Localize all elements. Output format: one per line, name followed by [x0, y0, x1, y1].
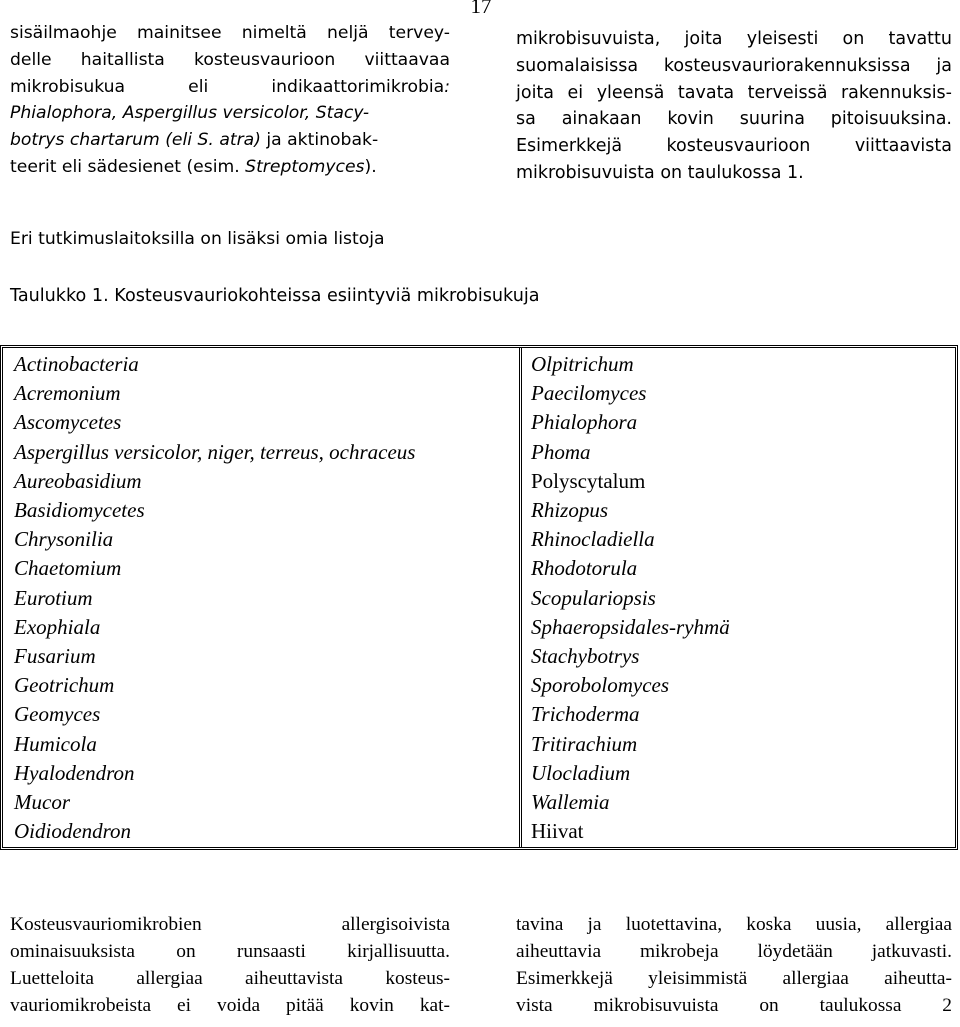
text-line: sa ainakaan kovin suurina pitoisuuksina.: [516, 109, 952, 130]
table-cell: Sporobolomyces: [531, 673, 670, 698]
left-text-column: [10, 20, 450, 181]
text-line: tavina ja luotettavina, koska uusia, allergiaa: [516, 914, 952, 935]
table-cell: Rhodotorula: [531, 556, 638, 581]
table-cell: Ascomycetes: [14, 410, 122, 435]
text-line: Esimerkkejä kosteusvaurioon viittaavista: [516, 136, 952, 157]
text-line-mixed: [10, 127, 450, 154]
paragraph-line: Eri tutkimuslaitoksilla on lisäksi omia listoja: [10, 229, 385, 249]
text-line: vista mikrobisuvuista on taulukossa 2: [516, 995, 952, 1016]
text-line-italic: Phialophora, Aspergillus versicolor, Stacy-: [10, 103, 370, 124]
table-cell: Actinobacteria: [14, 352, 139, 376]
table-cell: Aspergillus versicolor, niger, terreus, ochraceus: [14, 439, 416, 464]
table-cell: Phialophora: [531, 410, 638, 435]
text-line: vauriomikrobeista ei voida pitää kovin kat-: [10, 995, 450, 1016]
table-cell: Sphaeropsidales-ryhmä: [531, 614, 730, 639]
table-cell: Eurotium: [14, 585, 93, 610]
table-cell: Chaetomium: [14, 556, 122, 581]
table-cell: Exophiala: [14, 614, 101, 639]
table-cell: Scopulariopsis: [531, 585, 656, 610]
text-line-segment: ).: [364, 156, 377, 177]
text-line: delle haitallista kosteusvaurioon viittaavaa: [10, 49, 450, 70]
right-text-column: [516, 26, 952, 187]
table-cell: Fusarium: [14, 644, 96, 669]
table-cell: Geomyces: [14, 702, 101, 727]
table-cell: Tritirachium: [531, 731, 638, 756]
table-right-column: [531, 350, 730, 846]
text-line-segment: ja aktinobak-: [266, 130, 379, 151]
table-cell: Olpitrichum: [531, 352, 634, 376]
text-line: Kosteusvauriomikrobien allergisoivista: [10, 914, 450, 935]
bottom-right-column: [516, 911, 952, 1019]
table-cell: Oidiodendron: [14, 819, 132, 844]
text-line: ominaisuuksista on runsaasti kirjallisuutta.: [10, 941, 450, 962]
text-line-segment: teerit eli sädesienet (esim.: [10, 156, 240, 177]
table-left-column: [14, 350, 415, 846]
text-line: mikrobisuvuista, joita yleisesti on tavattu: [516, 29, 952, 49]
table-column-divider: [519, 347, 522, 848]
table-cell: Stachybotrys: [531, 644, 640, 669]
text-line-segment: botrys chartarum (eli S. atra): [10, 130, 261, 151]
table-caption: Taulukko 1. Kosteusvauriokohteissa esiintyviä mikrobisukuja: [10, 286, 540, 306]
bottom-left-column: [10, 911, 450, 1019]
table-cell: Polyscytalum: [531, 468, 646, 493]
table-cell: Phoma: [531, 439, 591, 464]
text-line: mikrobisuvuista on taulukossa 1.: [516, 162, 804, 183]
page-number: 17: [470, 0, 492, 18]
table-cell: Basidiomycetes: [14, 498, 145, 523]
text-line: sisäilmaohje mainitsee nimeltä neljä tervey-: [10, 23, 450, 43]
text-line-segment: Streptomyces: [245, 156, 365, 177]
table-cell: Trichoderma: [531, 702, 640, 727]
table-cell: Geotrichum: [14, 673, 115, 698]
table-cell: Paecilomyces: [531, 381, 647, 406]
text-line: Esimerkkejä yleisimmistä allergiaa aiheutta-: [516, 968, 952, 989]
table-cell: Rhizopus: [531, 498, 609, 523]
table-cell: Hyalodendron: [14, 760, 135, 785]
text-line-segment: mikrobisukua eli indikaattorimikrobia: [10, 76, 445, 97]
table-cell: Rhinocladiella: [531, 527, 655, 552]
text-line: Luetteloita allergiaa aiheuttavista kosteus-: [10, 968, 450, 989]
table-cell: Humicola: [14, 731, 97, 756]
text-line-mixed: [10, 154, 450, 181]
table-cell: Chrysonilia: [14, 527, 114, 552]
table-cell: Acremonium: [14, 381, 121, 406]
text-line: [10, 74, 450, 101]
text-line: suomalaisissa kosteusvauriorakennuksissa ja: [516, 55, 952, 76]
table-cell: Wallemia: [531, 790, 610, 815]
table-cell: Mucor: [14, 790, 70, 815]
table-cell: Aureobasidium: [14, 468, 142, 493]
table-cell: Ulocladium: [531, 760, 631, 785]
text-line: joita ei yleensä tavata terveissä rakennuksis-: [516, 82, 952, 103]
text-line-segment: :: [444, 76, 450, 97]
text-line: aiheuttavia mikrobeja löydetään jatkuvasti.: [516, 941, 952, 962]
table-cell: Hiivat: [531, 819, 584, 844]
